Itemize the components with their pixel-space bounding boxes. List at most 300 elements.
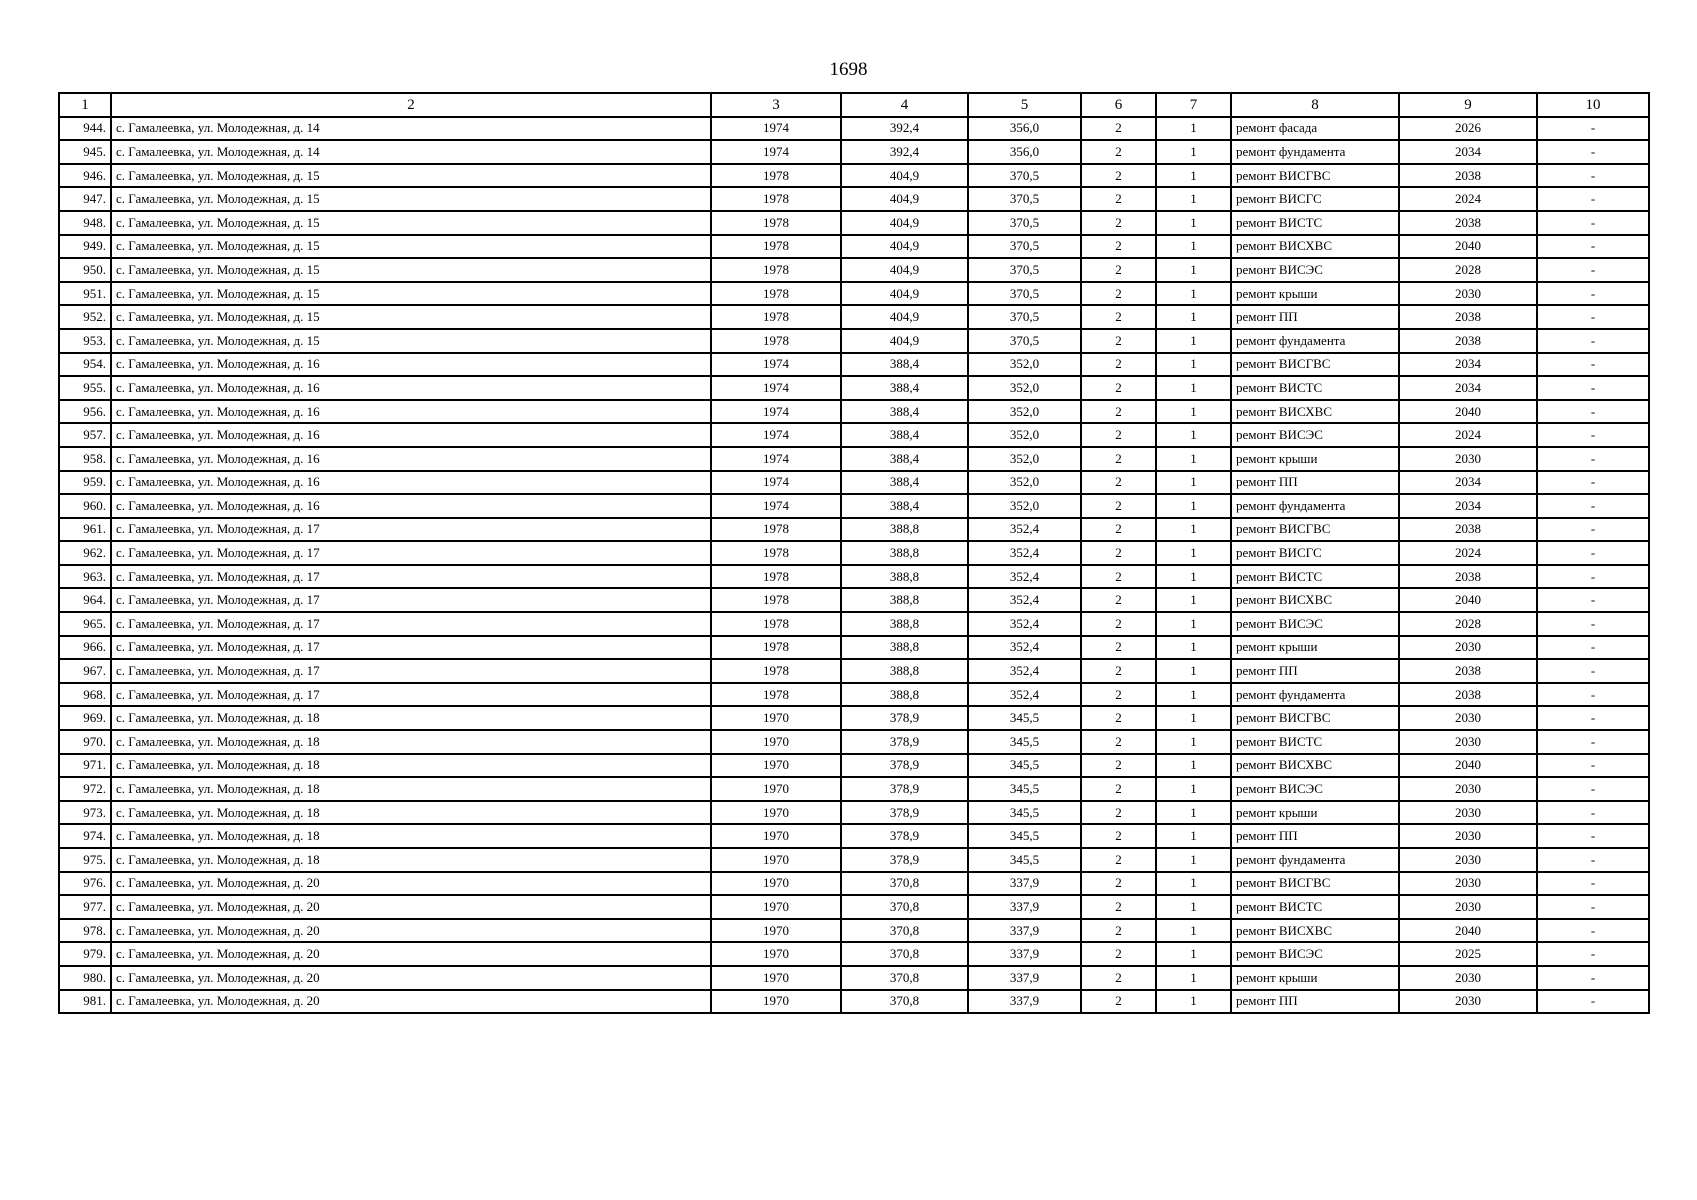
year-cell: 1974 bbox=[711, 494, 841, 518]
living-area-cell: 337,9 bbox=[968, 919, 1081, 943]
row-number: 944. bbox=[59, 117, 111, 141]
planned-year-cell: 2040 bbox=[1399, 400, 1537, 424]
note-cell: - bbox=[1537, 305, 1649, 329]
work-type-cell: ремонт ВИСХВС bbox=[1231, 235, 1399, 259]
note-cell: - bbox=[1537, 612, 1649, 636]
total-area-cell: 378,9 bbox=[841, 824, 968, 848]
address-cell: с. Гамалеевка, ул. Молодежная, д. 16 bbox=[111, 423, 711, 447]
note-cell: - bbox=[1537, 211, 1649, 235]
column-header-4: 4 bbox=[841, 93, 968, 117]
total-area-cell: 388,8 bbox=[841, 518, 968, 542]
total-area-cell: 388,8 bbox=[841, 588, 968, 612]
note-cell: - bbox=[1537, 353, 1649, 377]
living-area-cell: 370,5 bbox=[968, 258, 1081, 282]
total-area-cell: 370,8 bbox=[841, 990, 968, 1014]
address-cell: с. Гамалеевка, ул. Молодежная, д. 17 bbox=[111, 683, 711, 707]
planned-year-cell: 2034 bbox=[1399, 140, 1537, 164]
table-row bbox=[59, 872, 1649, 896]
table-row bbox=[59, 494, 1649, 518]
total-area-cell: 378,9 bbox=[841, 706, 968, 730]
row-number: 968. bbox=[59, 683, 111, 707]
entrances-cell: 1 bbox=[1156, 706, 1231, 730]
row-number: 961. bbox=[59, 518, 111, 542]
planned-year-cell: 2030 bbox=[1399, 848, 1537, 872]
year-cell: 1970 bbox=[711, 824, 841, 848]
total-area-cell: 404,9 bbox=[841, 235, 968, 259]
living-area-cell: 352,4 bbox=[968, 588, 1081, 612]
work-type-cell: ремонт ВИСЭС bbox=[1231, 777, 1399, 801]
planned-year-cell: 2028 bbox=[1399, 612, 1537, 636]
entrances-cell: 1 bbox=[1156, 187, 1231, 211]
address-cell: с. Гамалеевка, ул. Молодежная, д. 15 bbox=[111, 258, 711, 282]
table-row bbox=[59, 164, 1649, 188]
row-number: 979. bbox=[59, 942, 111, 966]
entrances-cell: 1 bbox=[1156, 966, 1231, 990]
planned-year-cell: 2038 bbox=[1399, 565, 1537, 589]
year-cell: 1978 bbox=[711, 541, 841, 565]
address-cell: с. Гамалеевка, ул. Молодежная, д. 15 bbox=[111, 164, 711, 188]
total-area-cell: 388,8 bbox=[841, 565, 968, 589]
total-area-cell: 388,4 bbox=[841, 376, 968, 400]
floors-cell: 2 bbox=[1081, 235, 1156, 259]
column-header-8: 8 bbox=[1231, 93, 1399, 117]
planned-year-cell: 2030 bbox=[1399, 990, 1537, 1014]
table-body bbox=[59, 117, 1649, 1014]
table-row bbox=[59, 659, 1649, 683]
floors-cell: 2 bbox=[1081, 117, 1156, 141]
note-cell: - bbox=[1537, 140, 1649, 164]
planned-year-cell: 2038 bbox=[1399, 164, 1537, 188]
entrances-cell: 1 bbox=[1156, 942, 1231, 966]
column-header-1: 1 bbox=[59, 93, 111, 117]
planned-year-cell: 2030 bbox=[1399, 872, 1537, 896]
total-area-cell: 388,8 bbox=[841, 612, 968, 636]
planned-year-cell: 2030 bbox=[1399, 282, 1537, 306]
row-number: 977. bbox=[59, 895, 111, 919]
address-cell: с. Гамалеевка, ул. Молодежная, д. 18 bbox=[111, 730, 711, 754]
work-type-cell: ремонт ПП bbox=[1231, 471, 1399, 495]
planned-year-cell: 2030 bbox=[1399, 895, 1537, 919]
year-cell: 1978 bbox=[711, 329, 841, 353]
table-row bbox=[59, 235, 1649, 259]
address-cell: с. Гамалеевка, ул. Молодежная, д. 18 bbox=[111, 754, 711, 778]
year-cell: 1974 bbox=[711, 400, 841, 424]
work-type-cell: ремонт фундамента bbox=[1231, 683, 1399, 707]
entrances-cell: 1 bbox=[1156, 471, 1231, 495]
planned-year-cell: 2038 bbox=[1399, 329, 1537, 353]
address-cell: с. Гамалеевка, ул. Молодежная, д. 16 bbox=[111, 353, 711, 377]
planned-year-cell: 2038 bbox=[1399, 211, 1537, 235]
row-number: 958. bbox=[59, 447, 111, 471]
entrances-cell: 1 bbox=[1156, 494, 1231, 518]
living-area-cell: 356,0 bbox=[968, 117, 1081, 141]
row-number: 974. bbox=[59, 824, 111, 848]
row-number: 964. bbox=[59, 588, 111, 612]
address-cell: с. Гамалеевка, ул. Молодежная, д. 16 bbox=[111, 471, 711, 495]
year-cell: 1974 bbox=[711, 117, 841, 141]
table-row bbox=[59, 211, 1649, 235]
table-row bbox=[59, 258, 1649, 282]
floors-cell: 2 bbox=[1081, 447, 1156, 471]
year-cell: 1970 bbox=[711, 801, 841, 825]
total-area-cell: 392,4 bbox=[841, 140, 968, 164]
living-area-cell: 352,4 bbox=[968, 565, 1081, 589]
living-area-cell: 352,0 bbox=[968, 376, 1081, 400]
floors-cell: 2 bbox=[1081, 376, 1156, 400]
living-area-cell: 370,5 bbox=[968, 211, 1081, 235]
note-cell: - bbox=[1537, 400, 1649, 424]
year-cell: 1970 bbox=[711, 990, 841, 1014]
year-cell: 1978 bbox=[711, 282, 841, 306]
table-row bbox=[59, 518, 1649, 542]
floors-cell: 2 bbox=[1081, 305, 1156, 329]
row-number: 976. bbox=[59, 872, 111, 896]
work-type-cell: ремонт ВИСГВС bbox=[1231, 518, 1399, 542]
note-cell: - bbox=[1537, 588, 1649, 612]
planned-year-cell: 2038 bbox=[1399, 518, 1537, 542]
living-area-cell: 352,4 bbox=[968, 659, 1081, 683]
address-cell: с. Гамалеевка, ул. Молодежная, д. 15 bbox=[111, 187, 711, 211]
work-type-cell: ремонт ПП bbox=[1231, 990, 1399, 1014]
floors-cell: 2 bbox=[1081, 518, 1156, 542]
table-row bbox=[59, 140, 1649, 164]
total-area-cell: 378,9 bbox=[841, 777, 968, 801]
entrances-cell: 1 bbox=[1156, 211, 1231, 235]
year-cell: 1978 bbox=[711, 235, 841, 259]
row-number: 948. bbox=[59, 211, 111, 235]
entrances-cell: 1 bbox=[1156, 659, 1231, 683]
row-number: 950. bbox=[59, 258, 111, 282]
entrances-cell: 1 bbox=[1156, 895, 1231, 919]
year-cell: 1978 bbox=[711, 518, 841, 542]
total-area-cell: 388,4 bbox=[841, 423, 968, 447]
address-cell: с. Гамалеевка, ул. Молодежная, д. 20 bbox=[111, 919, 711, 943]
entrances-cell: 1 bbox=[1156, 990, 1231, 1014]
year-cell: 1970 bbox=[711, 895, 841, 919]
work-type-cell: ремонт ВИСХВС bbox=[1231, 400, 1399, 424]
planned-year-cell: 2030 bbox=[1399, 447, 1537, 471]
entrances-cell: 1 bbox=[1156, 541, 1231, 565]
planned-year-cell: 2030 bbox=[1399, 706, 1537, 730]
note-cell: - bbox=[1537, 117, 1649, 141]
row-number: 962. bbox=[59, 541, 111, 565]
repair-schedule-table bbox=[58, 92, 1650, 1014]
year-cell: 1970 bbox=[711, 919, 841, 943]
note-cell: - bbox=[1537, 258, 1649, 282]
year-cell: 1978 bbox=[711, 565, 841, 589]
living-area-cell: 345,5 bbox=[968, 777, 1081, 801]
table-row bbox=[59, 824, 1649, 848]
note-cell: - bbox=[1537, 872, 1649, 896]
note-cell: - bbox=[1537, 494, 1649, 518]
entrances-cell: 1 bbox=[1156, 683, 1231, 707]
entrances-cell: 1 bbox=[1156, 518, 1231, 542]
work-type-cell: ремонт ВИСЭС bbox=[1231, 942, 1399, 966]
living-area-cell: 370,5 bbox=[968, 164, 1081, 188]
work-type-cell: ремонт ВИСХВС bbox=[1231, 754, 1399, 778]
total-area-cell: 404,9 bbox=[841, 305, 968, 329]
year-cell: 1974 bbox=[711, 353, 841, 377]
entrances-cell: 1 bbox=[1156, 164, 1231, 188]
note-cell: - bbox=[1537, 541, 1649, 565]
year-cell: 1978 bbox=[711, 164, 841, 188]
total-area-cell: 378,9 bbox=[841, 801, 968, 825]
entrances-cell: 1 bbox=[1156, 305, 1231, 329]
address-cell: с. Гамалеевка, ул. Молодежная, д. 15 bbox=[111, 211, 711, 235]
address-cell: с. Гамалеевка, ул. Молодежная, д. 17 bbox=[111, 565, 711, 589]
floors-cell: 2 bbox=[1081, 824, 1156, 848]
planned-year-cell: 2024 bbox=[1399, 423, 1537, 447]
row-number: 965. bbox=[59, 612, 111, 636]
year-cell: 1974 bbox=[711, 471, 841, 495]
floors-cell: 2 bbox=[1081, 329, 1156, 353]
work-type-cell: ремонт ВИСГВС bbox=[1231, 164, 1399, 188]
work-type-cell: ремонт крыши bbox=[1231, 966, 1399, 990]
note-cell: - bbox=[1537, 423, 1649, 447]
table-row bbox=[59, 187, 1649, 211]
row-number: 975. bbox=[59, 848, 111, 872]
row-number: 959. bbox=[59, 471, 111, 495]
living-area-cell: 345,5 bbox=[968, 848, 1081, 872]
work-type-cell: ремонт ВИСТС bbox=[1231, 895, 1399, 919]
work-type-cell: ремонт ВИСГВС bbox=[1231, 353, 1399, 377]
address-cell: с. Гамалеевка, ул. Молодежная, д. 17 bbox=[111, 659, 711, 683]
table-row bbox=[59, 329, 1649, 353]
table-row bbox=[59, 990, 1649, 1014]
row-number: 967. bbox=[59, 659, 111, 683]
table-row bbox=[59, 777, 1649, 801]
note-cell: - bbox=[1537, 235, 1649, 259]
note-cell: - bbox=[1537, 848, 1649, 872]
living-area-cell: 352,4 bbox=[968, 612, 1081, 636]
address-cell: с. Гамалеевка, ул. Молодежная, д. 16 bbox=[111, 376, 711, 400]
floors-cell: 2 bbox=[1081, 730, 1156, 754]
work-type-cell: ремонт фундамента bbox=[1231, 140, 1399, 164]
note-cell: - bbox=[1537, 636, 1649, 660]
living-area-cell: 370,5 bbox=[968, 187, 1081, 211]
address-cell: с. Гамалеевка, ул. Молодежная, д. 17 bbox=[111, 518, 711, 542]
work-type-cell: ремонт ВИСХВС bbox=[1231, 588, 1399, 612]
table-row bbox=[59, 588, 1649, 612]
total-area-cell: 392,4 bbox=[841, 117, 968, 141]
note-cell: - bbox=[1537, 942, 1649, 966]
note-cell: - bbox=[1537, 895, 1649, 919]
row-number: 951. bbox=[59, 282, 111, 306]
table-row bbox=[59, 400, 1649, 424]
table-row bbox=[59, 730, 1649, 754]
address-cell: с. Гамалеевка, ул. Молодежная, д. 20 bbox=[111, 966, 711, 990]
table-row bbox=[59, 282, 1649, 306]
year-cell: 1978 bbox=[711, 636, 841, 660]
note-cell: - bbox=[1537, 919, 1649, 943]
floors-cell: 2 bbox=[1081, 801, 1156, 825]
year-cell: 1970 bbox=[711, 872, 841, 896]
table-row bbox=[59, 447, 1649, 471]
floors-cell: 2 bbox=[1081, 140, 1156, 164]
address-cell: с. Гамалеевка, ул. Молодежная, д. 20 bbox=[111, 942, 711, 966]
total-area-cell: 388,4 bbox=[841, 353, 968, 377]
note-cell: - bbox=[1537, 824, 1649, 848]
living-area-cell: 352,4 bbox=[968, 683, 1081, 707]
table-row bbox=[59, 117, 1649, 141]
planned-year-cell: 2034 bbox=[1399, 353, 1537, 377]
year-cell: 1978 bbox=[711, 187, 841, 211]
table-row bbox=[59, 801, 1649, 825]
floors-cell: 2 bbox=[1081, 895, 1156, 919]
floors-cell: 2 bbox=[1081, 777, 1156, 801]
entrances-cell: 1 bbox=[1156, 376, 1231, 400]
floors-cell: 2 bbox=[1081, 919, 1156, 943]
address-cell: с. Гамалеевка, ул. Молодежная, д. 16 bbox=[111, 400, 711, 424]
floors-cell: 2 bbox=[1081, 588, 1156, 612]
entrances-cell: 1 bbox=[1156, 258, 1231, 282]
planned-year-cell: 2040 bbox=[1399, 919, 1537, 943]
work-type-cell: ремонт крыши bbox=[1231, 447, 1399, 471]
floors-cell: 2 bbox=[1081, 282, 1156, 306]
planned-year-cell: 2030 bbox=[1399, 801, 1537, 825]
total-area-cell: 404,9 bbox=[841, 258, 968, 282]
living-area-cell: 352,0 bbox=[968, 494, 1081, 518]
planned-year-cell: 2026 bbox=[1399, 117, 1537, 141]
table-row bbox=[59, 683, 1649, 707]
entrances-cell: 1 bbox=[1156, 919, 1231, 943]
total-area-cell: 370,8 bbox=[841, 942, 968, 966]
year-cell: 1978 bbox=[711, 588, 841, 612]
work-type-cell: ремонт ПП bbox=[1231, 659, 1399, 683]
total-area-cell: 388,4 bbox=[841, 447, 968, 471]
entrances-cell: 1 bbox=[1156, 872, 1231, 896]
table-row bbox=[59, 848, 1649, 872]
row-number: 972. bbox=[59, 777, 111, 801]
year-cell: 1970 bbox=[711, 777, 841, 801]
total-area-cell: 388,8 bbox=[841, 541, 968, 565]
table-row bbox=[59, 706, 1649, 730]
planned-year-cell: 2034 bbox=[1399, 494, 1537, 518]
note-cell: - bbox=[1537, 706, 1649, 730]
work-type-cell: ремонт ВИСГС bbox=[1231, 541, 1399, 565]
living-area-cell: 337,9 bbox=[968, 942, 1081, 966]
living-area-cell: 370,5 bbox=[968, 235, 1081, 259]
table-row bbox=[59, 541, 1649, 565]
work-type-cell: ремонт фасада bbox=[1231, 117, 1399, 141]
planned-year-cell: 2038 bbox=[1399, 683, 1537, 707]
living-area-cell: 370,5 bbox=[968, 305, 1081, 329]
total-area-cell: 370,8 bbox=[841, 895, 968, 919]
floors-cell: 2 bbox=[1081, 872, 1156, 896]
living-area-cell: 352,0 bbox=[968, 423, 1081, 447]
total-area-cell: 370,8 bbox=[841, 919, 968, 943]
living-area-cell: 352,0 bbox=[968, 353, 1081, 377]
floors-cell: 2 bbox=[1081, 423, 1156, 447]
entrances-cell: 1 bbox=[1156, 730, 1231, 754]
planned-year-cell: 2030 bbox=[1399, 777, 1537, 801]
column-header-9: 9 bbox=[1399, 93, 1537, 117]
address-cell: с. Гамалеевка, ул. Молодежная, д. 16 bbox=[111, 494, 711, 518]
note-cell: - bbox=[1537, 990, 1649, 1014]
work-type-cell: ремонт ВИСЭС bbox=[1231, 612, 1399, 636]
planned-year-cell: 2040 bbox=[1399, 235, 1537, 259]
table-row bbox=[59, 754, 1649, 778]
note-cell: - bbox=[1537, 966, 1649, 990]
living-area-cell: 345,5 bbox=[968, 754, 1081, 778]
note-cell: - bbox=[1537, 754, 1649, 778]
living-area-cell: 356,0 bbox=[968, 140, 1081, 164]
year-cell: 1978 bbox=[711, 683, 841, 707]
address-cell: с. Гамалеевка, ул. Молодежная, д. 16 bbox=[111, 447, 711, 471]
entrances-cell: 1 bbox=[1156, 612, 1231, 636]
year-cell: 1974 bbox=[711, 140, 841, 164]
column-header-6: 6 bbox=[1081, 93, 1156, 117]
living-area-cell: 345,5 bbox=[968, 801, 1081, 825]
address-cell: с. Гамалеевка, ул. Молодежная, д. 17 bbox=[111, 541, 711, 565]
work-type-cell: ремонт фундамента bbox=[1231, 494, 1399, 518]
address-cell: с. Гамалеевка, ул. Молодежная, д. 17 bbox=[111, 588, 711, 612]
note-cell: - bbox=[1537, 447, 1649, 471]
table-row bbox=[59, 423, 1649, 447]
column-header-5: 5 bbox=[968, 93, 1081, 117]
column-header-2: 2 bbox=[111, 93, 711, 117]
note-cell: - bbox=[1537, 518, 1649, 542]
total-area-cell: 378,9 bbox=[841, 730, 968, 754]
year-cell: 1974 bbox=[711, 423, 841, 447]
floors-cell: 2 bbox=[1081, 187, 1156, 211]
planned-year-cell: 2028 bbox=[1399, 258, 1537, 282]
year-cell: 1974 bbox=[711, 447, 841, 471]
row-number: 954. bbox=[59, 353, 111, 377]
address-cell: с. Гамалеевка, ул. Молодежная, д. 15 bbox=[111, 235, 711, 259]
living-area-cell: 337,9 bbox=[968, 895, 1081, 919]
address-cell: с. Гамалеевка, ул. Молодежная, д. 20 bbox=[111, 990, 711, 1014]
address-cell: с. Гамалеевка, ул. Молодежная, д. 18 bbox=[111, 824, 711, 848]
work-type-cell: ремонт крыши bbox=[1231, 282, 1399, 306]
work-type-cell: ремонт ВИСТС bbox=[1231, 730, 1399, 754]
planned-year-cell: 2040 bbox=[1399, 754, 1537, 778]
total-area-cell: 388,4 bbox=[841, 471, 968, 495]
floors-cell: 2 bbox=[1081, 164, 1156, 188]
table-row bbox=[59, 353, 1649, 377]
entrances-cell: 1 bbox=[1156, 282, 1231, 306]
work-type-cell: ремонт ВИСТС bbox=[1231, 565, 1399, 589]
floors-cell: 2 bbox=[1081, 565, 1156, 589]
column-header-3: 3 bbox=[711, 93, 841, 117]
row-number: 947. bbox=[59, 187, 111, 211]
total-area-cell: 378,9 bbox=[841, 754, 968, 778]
address-cell: с. Гамалеевка, ул. Молодежная, д. 20 bbox=[111, 872, 711, 896]
total-area-cell: 388,8 bbox=[841, 683, 968, 707]
year-cell: 1978 bbox=[711, 305, 841, 329]
address-cell: с. Гамалеевка, ул. Молодежная, д. 18 bbox=[111, 848, 711, 872]
entrances-cell: 1 bbox=[1156, 848, 1231, 872]
entrances-cell: 1 bbox=[1156, 140, 1231, 164]
floors-cell: 2 bbox=[1081, 471, 1156, 495]
total-area-cell: 404,9 bbox=[841, 329, 968, 353]
work-type-cell: ремонт ВИСТС bbox=[1231, 211, 1399, 235]
table-row bbox=[59, 636, 1649, 660]
table-row bbox=[59, 612, 1649, 636]
address-cell: с. Гамалеевка, ул. Молодежная, д. 20 bbox=[111, 895, 711, 919]
living-area-cell: 352,4 bbox=[968, 636, 1081, 660]
year-cell: 1978 bbox=[711, 258, 841, 282]
table-row bbox=[59, 376, 1649, 400]
row-number: 946. bbox=[59, 164, 111, 188]
year-cell: 1970 bbox=[711, 848, 841, 872]
row-number: 973. bbox=[59, 801, 111, 825]
address-cell: с. Гамалеевка, ул. Молодежная, д. 15 bbox=[111, 305, 711, 329]
work-type-cell: ремонт ПП bbox=[1231, 824, 1399, 848]
living-area-cell: 352,0 bbox=[968, 447, 1081, 471]
entrances-cell: 1 bbox=[1156, 565, 1231, 589]
note-cell: - bbox=[1537, 801, 1649, 825]
